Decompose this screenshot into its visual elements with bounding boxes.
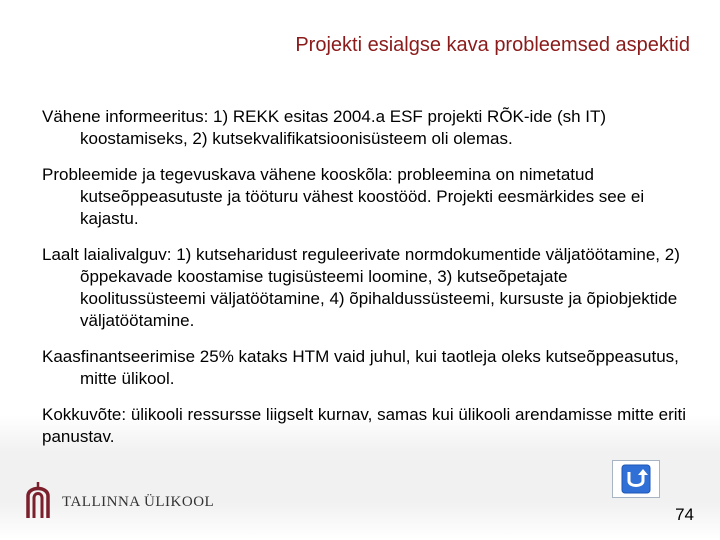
return-arrow-icon: [621, 464, 651, 494]
logo-mark-icon: [24, 480, 52, 520]
paragraph-laialivalguv: Laalt laialivalguv: 1) kutseharidust reguleerivate normdokumentide väljatöötamine, 2) õppekavade koostamise tugisüsteemi loomine, 3) kutseõpetajate koolitussüsteemi väljatöötamine, 4) õpihaldussüsteemi, kursuste ja õpiobjektide väljatöötamine.: [42, 245, 680, 330]
slide-body: [42, 106, 694, 462]
page-number: 74: [675, 505, 694, 524]
return-button[interactable]: [612, 460, 660, 498]
paragraph-kaasfinantseerimine: Kaasfinantseerimise 25% kataks HTM vaid juhul, kui taotleja oleks kutseõppeasutus, mitte ülikool.: [42, 347, 679, 388]
paragraph-kooskola: Probleemide ja tegevuskava vähene kooskõla: probleemina on nimetatud kutseõppeasutuste ja tööturu vähest koostööd. Projekti eesmärkides see ei kajastu.: [42, 165, 645, 228]
paragraph-kokkuvote: Kokkuvõte: ülikooli ressursse liigselt kurnav, samas kui ülikooli arendamisse mitte eriti panustav.: [42, 405, 687, 446]
paragraph-informeeritus: Vähene informeeritus: 1) REKK esitas 2004.a ESF projekti RÕK-ide (sh IT) koostamiseks, 2) kutsekvalifikatsioonisüsteem oli olemas.: [42, 107, 607, 148]
slide-title: Projekti esialgse kava probleemsed aspektid: [295, 34, 690, 56]
logo-text: TALLINNA ÜLIKOOL: [62, 494, 215, 510]
